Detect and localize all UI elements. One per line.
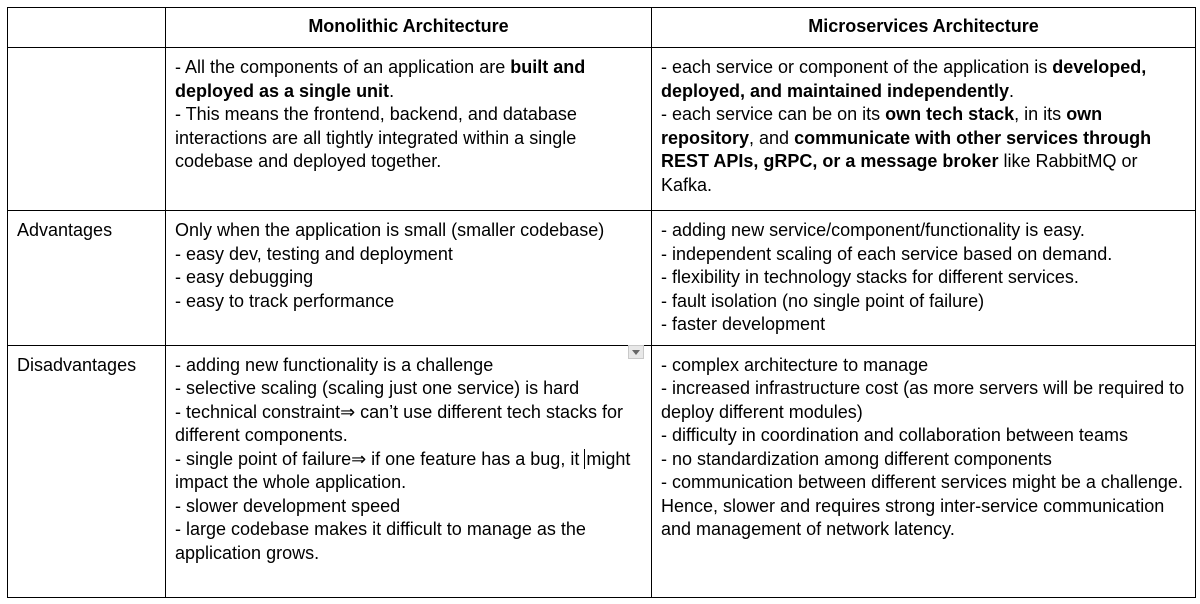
comparison-table xyxy=(7,7,1196,598)
disadvantages-microservices-cell[interactable] xyxy=(652,345,1196,597)
micro-adv-item: - faster development xyxy=(661,314,826,334)
micro-adv-item: - flexibility in technology stacks for different services. xyxy=(661,267,1079,287)
mono-adv-item: - easy to track performance xyxy=(175,290,395,311)
header-microservices[interactable]: Microservices Architecture xyxy=(652,8,1196,48)
mono-def-line-2: - This means the frontend, backend, and database interactions are all tightly integrated within a single codebase and deployed together. xyxy=(175,104,577,171)
mono-adv-item: - easy dev, testing and deployment xyxy=(175,243,453,264)
advantages-row xyxy=(8,211,1196,346)
advantages-monolithic-cell[interactable] xyxy=(166,211,652,346)
micro-dis-item: - increased infrastructure cost (as more servers will be required to deploy different modules) xyxy=(661,378,1185,422)
micro-adv-item: - fault isolation (no single point of failure) xyxy=(661,290,985,311)
advantages-label[interactable]: Advantages xyxy=(8,211,166,346)
micro-def-line-2: - each service can be on its own tech stack, in its own repository, and communicate with other services through REST APIs, gRPC, or a message broker like RabbitMQ or Kafka. xyxy=(661,104,1152,195)
micro-dis-item: - no standardization among different components xyxy=(661,448,1052,469)
definition-monolithic-cell[interactable] xyxy=(166,48,652,211)
mono-def-line-1: - All the components of an application are built and deployed as a single unit. xyxy=(175,57,586,101)
header-empty-cell[interactable] xyxy=(8,8,166,48)
definition-label-cell[interactable] xyxy=(8,48,166,211)
definition-microservices-cell[interactable] xyxy=(652,48,1196,211)
mono-adv-item: Only when the application is small (smaller codebase) xyxy=(175,220,605,240)
mono-adv-item: - easy debugging xyxy=(175,267,314,287)
header-row xyxy=(8,8,1196,48)
mono-dis-item: - slower development speed xyxy=(175,495,401,516)
micro-dis-item: - complex architecture to manage xyxy=(661,354,929,375)
disadvantages-label[interactable]: Disadvantages xyxy=(8,345,166,597)
mono-dis-item: - technical constraint⇒ can’t use different tech stacks for different components. xyxy=(175,401,623,445)
disadvantages-row xyxy=(8,345,1196,597)
chevron-down-icon[interactable] xyxy=(628,345,644,359)
micro-dis-item: - communication between different services might be a challenge. Hence, slower and requires strong inter-service communication and management of network latency. xyxy=(661,472,1183,539)
header-monolithic[interactable]: Monolithic Architecture xyxy=(166,8,652,48)
mono-dis-item: - large codebase makes it difficult to manage as the application grows. xyxy=(175,519,586,563)
micro-adv-item: - independent scaling of each service based on demand. xyxy=(661,243,1113,264)
micro-dis-item: - difficulty in coordination and collaboration between teams xyxy=(661,425,1128,445)
mono-dis-item: - adding new functionality is a challenge xyxy=(175,354,494,375)
micro-adv-item: - adding new service/component/functionality is easy. xyxy=(661,220,1085,240)
definition-row xyxy=(8,48,1196,211)
mono-dis-item: - single point of failure⇒ if one feature has a bug, it might impact the whole application. xyxy=(175,448,631,492)
micro-def-line-1: - each service or component of the application is developed, deployed, and maintained independently. xyxy=(661,57,1147,101)
disadvantages-monolithic-cell[interactable] xyxy=(166,345,652,597)
advantages-microservices-cell[interactable] xyxy=(652,211,1196,346)
mono-dis-item: - selective scaling (scaling just one service) is hard xyxy=(175,378,580,398)
